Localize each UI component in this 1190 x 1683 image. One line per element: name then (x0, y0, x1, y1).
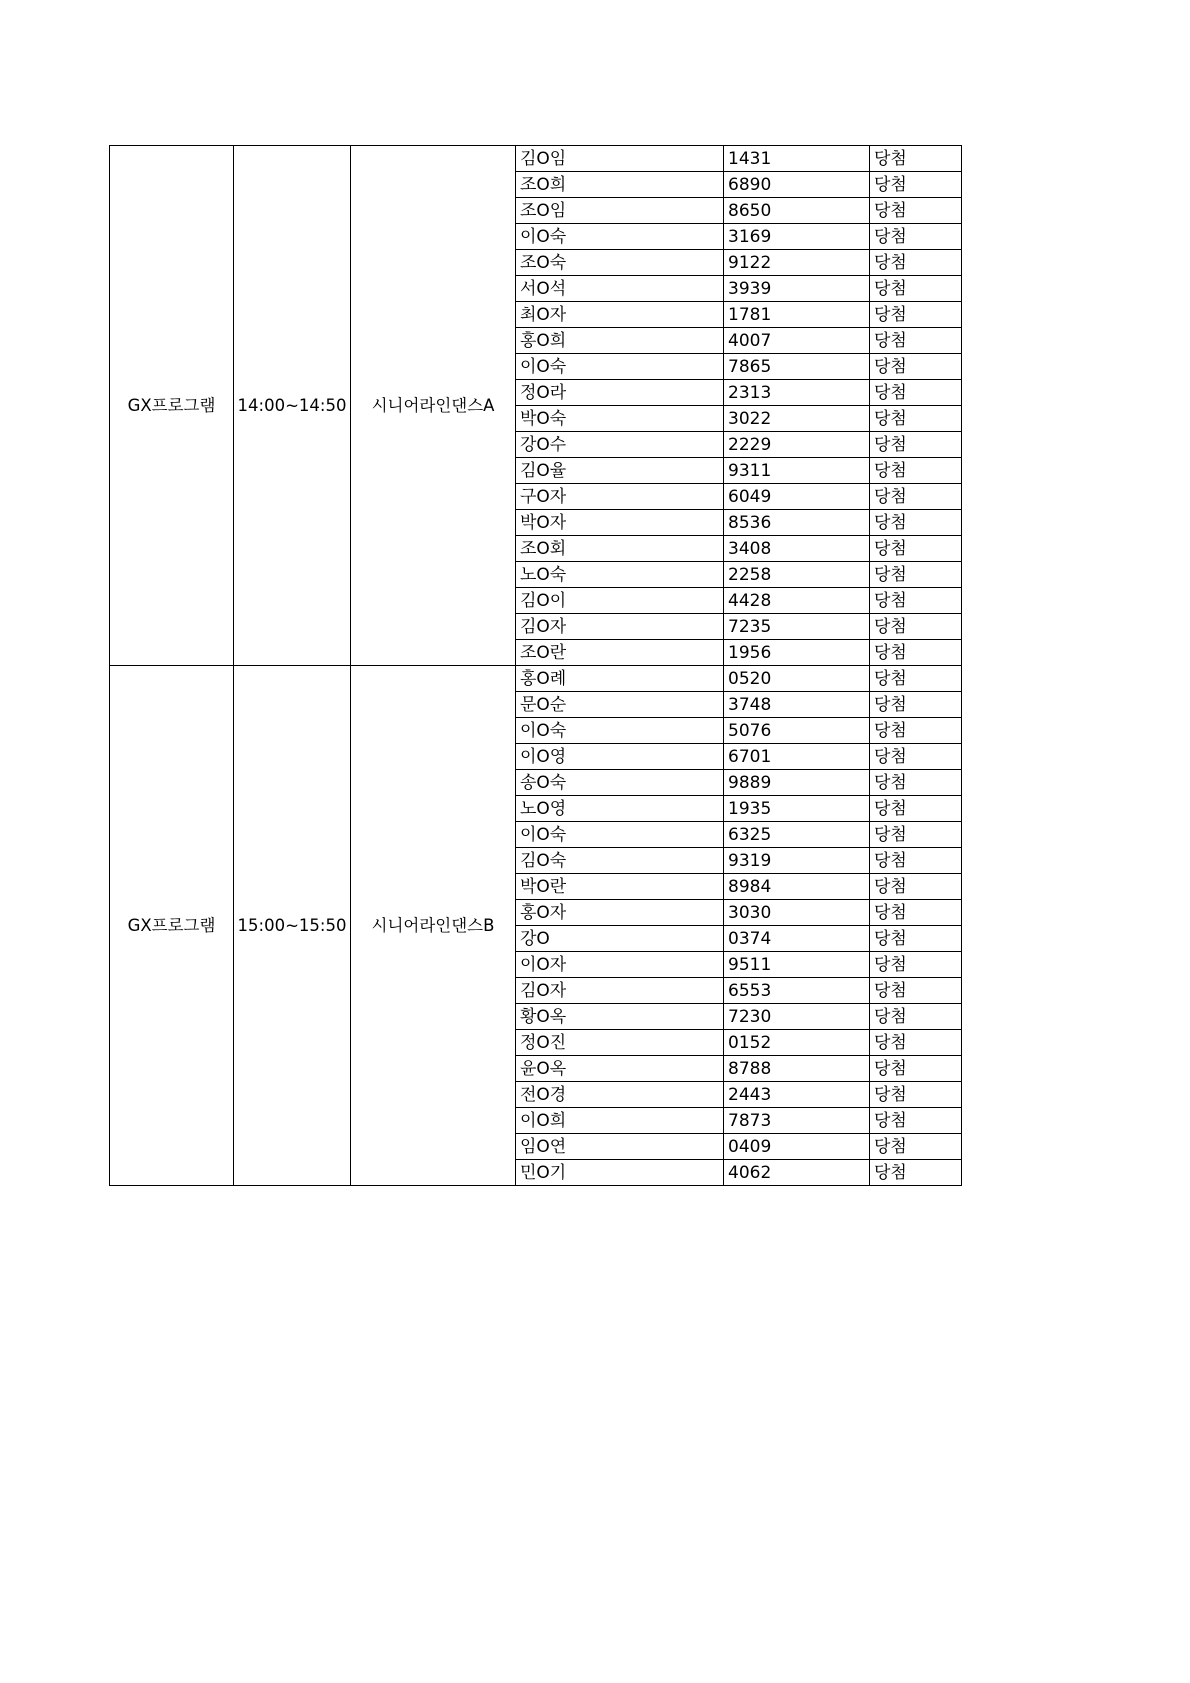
name-cell: 최O자 (516, 302, 724, 328)
number-cell: 2443 (724, 1082, 870, 1108)
number-cell: 6049 (724, 484, 870, 510)
number-cell: 2229 (724, 432, 870, 458)
number-cell: 2313 (724, 380, 870, 406)
number-cell: 0520 (724, 666, 870, 692)
category-cell: GX프로그램 (110, 146, 234, 666)
time-cell: 15:00~15:50 (234, 666, 351, 1186)
result-cell: 당첨 (870, 744, 962, 770)
number-cell: 3022 (724, 406, 870, 432)
result-cell: 당첨 (870, 562, 962, 588)
number-cell: 9319 (724, 848, 870, 874)
name-cell: 조O란 (516, 640, 724, 666)
name-cell: 홍O희 (516, 328, 724, 354)
name-cell: 노O영 (516, 796, 724, 822)
number-cell: 4428 (724, 588, 870, 614)
number-cell: 7235 (724, 614, 870, 640)
result-cell: 당첨 (870, 146, 962, 172)
name-cell: 김O이 (516, 588, 724, 614)
name-cell: 구O자 (516, 484, 724, 510)
result-cell: 당첨 (870, 380, 962, 406)
number-cell: 1781 (724, 302, 870, 328)
name-cell: 송O숙 (516, 770, 724, 796)
number-cell: 8984 (724, 874, 870, 900)
name-cell: 노O숙 (516, 562, 724, 588)
name-cell: 황O옥 (516, 1004, 724, 1030)
number-cell: 3169 (724, 224, 870, 250)
number-cell: 4007 (724, 328, 870, 354)
result-cell: 당첨 (870, 952, 962, 978)
result-cell: 당첨 (870, 458, 962, 484)
number-cell: 1956 (724, 640, 870, 666)
name-cell: 김O자 (516, 978, 724, 1004)
number-cell: 1935 (724, 796, 870, 822)
number-cell: 8788 (724, 1056, 870, 1082)
result-cell: 당첨 (870, 874, 962, 900)
result-cell: 당첨 (870, 796, 962, 822)
name-cell: 전O경 (516, 1082, 724, 1108)
result-cell: 당첨 (870, 510, 962, 536)
number-cell: 8536 (724, 510, 870, 536)
name-cell: 임O연 (516, 1134, 724, 1160)
result-cell: 당첨 (870, 822, 962, 848)
result-cell: 당첨 (870, 900, 962, 926)
number-cell: 7865 (724, 354, 870, 380)
name-cell: 홍O례 (516, 666, 724, 692)
result-cell: 당첨 (870, 198, 962, 224)
result-cell: 당첨 (870, 172, 962, 198)
category-cell: GX프로그램 (110, 666, 234, 1186)
result-cell: 당첨 (870, 1004, 962, 1030)
result-cell: 당첨 (870, 718, 962, 744)
number-cell: 7230 (724, 1004, 870, 1030)
number-cell: 9122 (724, 250, 870, 276)
name-cell: 서O석 (516, 276, 724, 302)
name-cell: 정O라 (516, 380, 724, 406)
result-cell: 당첨 (870, 432, 962, 458)
name-cell: 문O순 (516, 692, 724, 718)
name-cell: 김O임 (516, 146, 724, 172)
name-cell: 이O숙 (516, 224, 724, 250)
name-cell: 이O숙 (516, 822, 724, 848)
result-cell: 당첨 (870, 1108, 962, 1134)
result-cell: 당첨 (870, 1160, 962, 1186)
result-cell: 당첨 (870, 224, 962, 250)
number-cell: 3030 (724, 900, 870, 926)
number-cell: 2258 (724, 562, 870, 588)
name-cell: 김O숙 (516, 848, 724, 874)
program-cell: 시니어라인댄스B (351, 666, 516, 1186)
name-cell: 박O숙 (516, 406, 724, 432)
result-cell: 당첨 (870, 614, 962, 640)
name-cell: 조O임 (516, 198, 724, 224)
number-cell: 4062 (724, 1160, 870, 1186)
result-cell: 당첨 (870, 536, 962, 562)
result-cell: 당첨 (870, 484, 962, 510)
result-cell: 당첨 (870, 1030, 962, 1056)
number-cell: 1431 (724, 146, 870, 172)
name-cell: 조O회 (516, 536, 724, 562)
result-cell: 당첨 (870, 666, 962, 692)
number-cell: 5076 (724, 718, 870, 744)
number-cell: 0152 (724, 1030, 870, 1056)
result-cell: 당첨 (870, 848, 962, 874)
name-cell: 이O영 (516, 744, 724, 770)
result-cell: 당첨 (870, 328, 962, 354)
time-cell: 14:00~14:50 (234, 146, 351, 666)
number-cell: 8650 (724, 198, 870, 224)
number-cell: 7873 (724, 1108, 870, 1134)
number-cell: 6701 (724, 744, 870, 770)
table-row (110, 666, 962, 692)
name-cell: 정O진 (516, 1030, 724, 1056)
result-cell: 당첨 (870, 640, 962, 666)
result-cell: 당첨 (870, 302, 962, 328)
name-cell: 조O희 (516, 172, 724, 198)
name-cell: 강O (516, 926, 724, 952)
lottery-result-table (109, 145, 962, 1186)
number-cell: 3408 (724, 536, 870, 562)
result-table-body (110, 146, 962, 1186)
number-cell: 9511 (724, 952, 870, 978)
result-cell: 당첨 (870, 1082, 962, 1108)
name-cell: 강O수 (516, 432, 724, 458)
name-cell: 박O자 (516, 510, 724, 536)
name-cell: 이O자 (516, 952, 724, 978)
result-cell: 당첨 (870, 1056, 962, 1082)
name-cell: 이O숙 (516, 718, 724, 744)
name-cell: 박O란 (516, 874, 724, 900)
result-cell: 당첨 (870, 692, 962, 718)
result-cell: 당첨 (870, 354, 962, 380)
name-cell: 김O율 (516, 458, 724, 484)
result-cell: 당첨 (870, 770, 962, 796)
number-cell: 6325 (724, 822, 870, 848)
number-cell: 9889 (724, 770, 870, 796)
number-cell: 3939 (724, 276, 870, 302)
result-cell: 당첨 (870, 978, 962, 1004)
name-cell: 이O희 (516, 1108, 724, 1134)
name-cell: 이O숙 (516, 354, 724, 380)
name-cell: 민O기 (516, 1160, 724, 1186)
number-cell: 0409 (724, 1134, 870, 1160)
result-cell: 당첨 (870, 588, 962, 614)
result-cell: 당첨 (870, 926, 962, 952)
result-cell: 당첨 (870, 406, 962, 432)
program-cell: 시니어라인댄스A (351, 146, 516, 666)
result-cell: 당첨 (870, 1134, 962, 1160)
table-row (110, 146, 962, 172)
name-cell: 홍O자 (516, 900, 724, 926)
result-cell: 당첨 (870, 250, 962, 276)
name-cell: 김O자 (516, 614, 724, 640)
number-cell: 9311 (724, 458, 870, 484)
number-cell: 6890 (724, 172, 870, 198)
result-cell: 당첨 (870, 276, 962, 302)
number-cell: 0374 (724, 926, 870, 952)
name-cell: 윤O옥 (516, 1056, 724, 1082)
name-cell: 조O숙 (516, 250, 724, 276)
number-cell: 3748 (724, 692, 870, 718)
number-cell: 6553 (724, 978, 870, 1004)
